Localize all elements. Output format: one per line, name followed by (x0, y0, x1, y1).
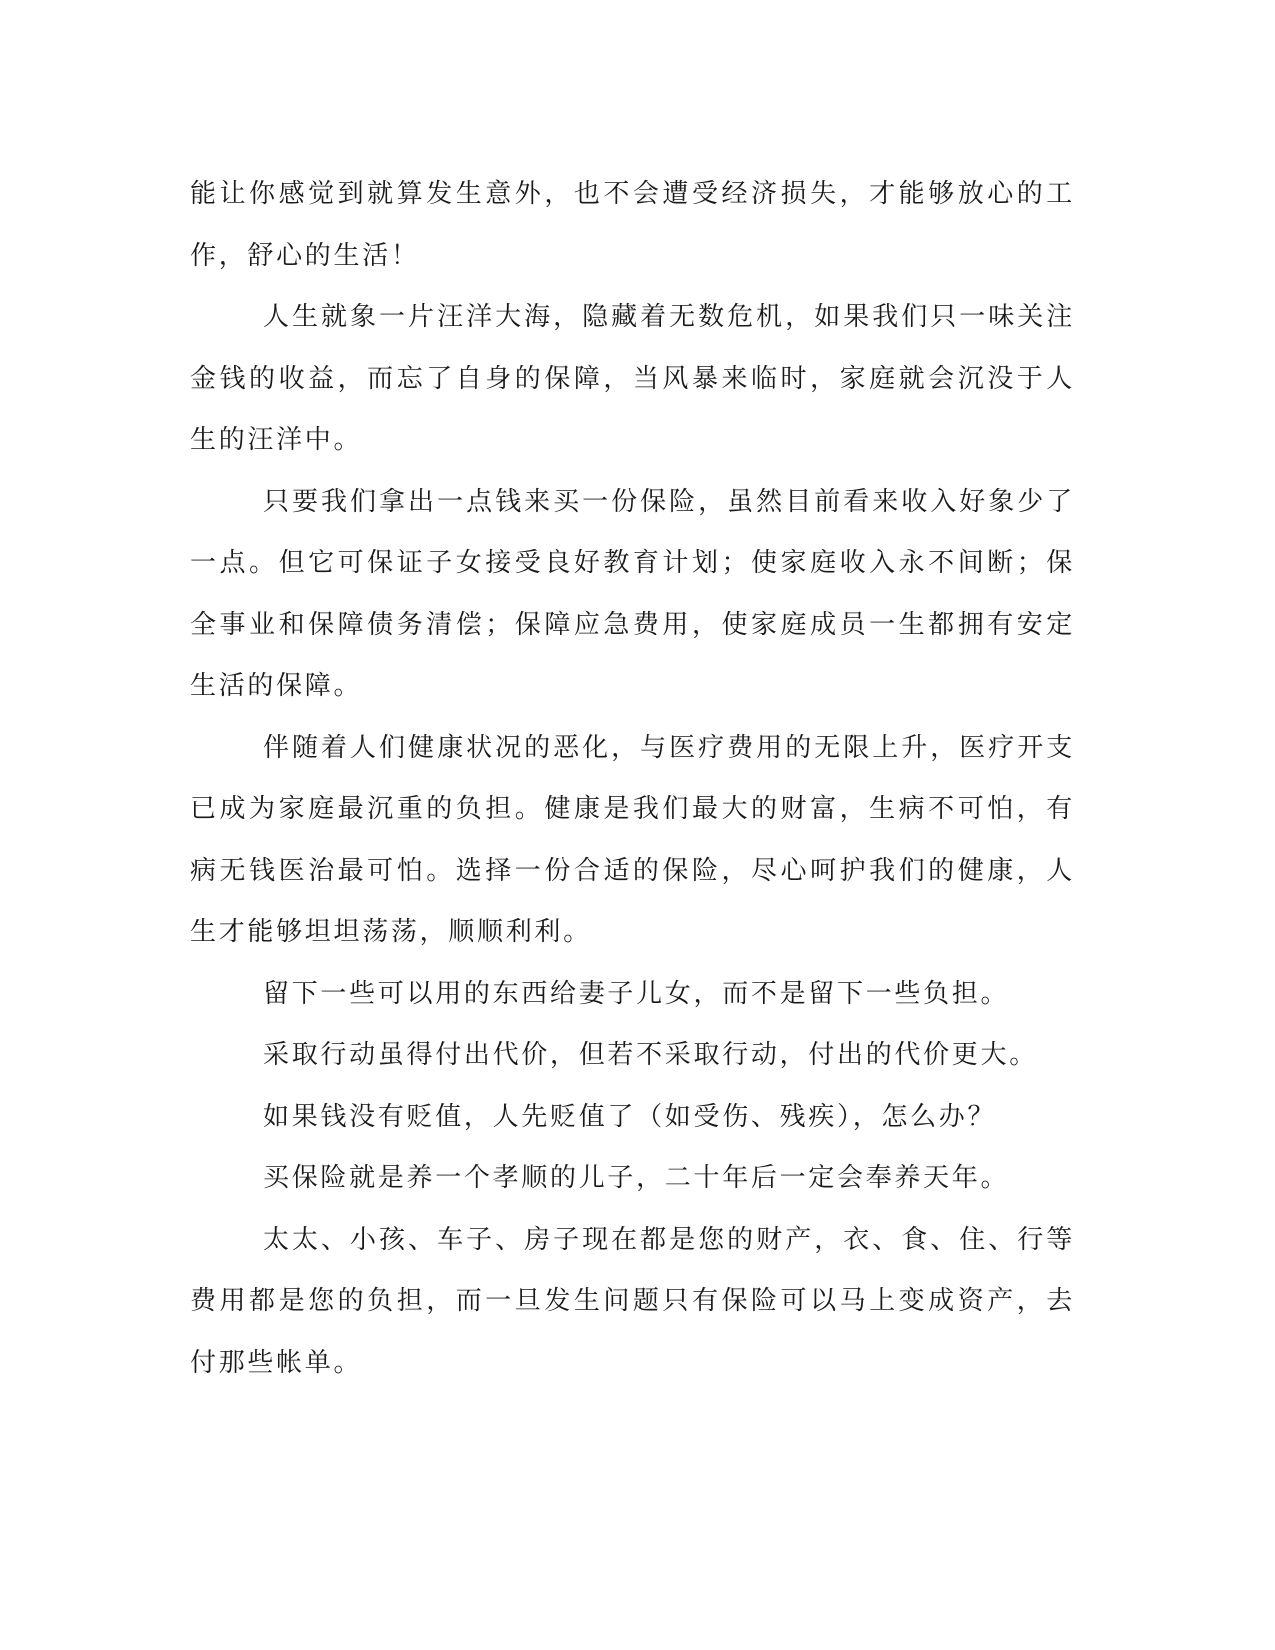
paragraph-assets-burden: 太太、小孩、车子、房子现在都是您的财产，衣、食、住、行等费用都是您的负担，而一旦发生问题只有保险可以马上变成资产，去付那些帐单。 (190, 1224, 1075, 1378)
paragraph-continuation: 能让你感觉到就算发生意外，也不会遭受经济损失，才能够放心的工作，舒心的生活！ (190, 179, 1075, 271)
paragraph-leave-for-family: 留下一些可以用的东西给妻子儿女，而不是留下一些负担。 (263, 978, 1010, 1009)
paragraph-ocean-metaphor: 人生就象一片汪洋大海，隐藏着无数危机，如果我们只一味关注金钱的收益，而忘了自身的保障，当风暴来临时，家庭就会沉没于人生的汪洋中。 (190, 302, 1075, 455)
paragraph-filial-son: 买保险就是养一个孝顺的儿子，二十年后一定会奉养天年。 (263, 1163, 1010, 1193)
document-body (190, 164, 1075, 1394)
paragraph-buy-insurance: 只要我们拿出一点钱来买一份保险，虽然目前看来收入好象少了一点。但它可保证子女接受良好教育计划；使家庭收入永不间断；保全事业和保障债务清偿；保障应急费用，使家庭成员一生都拥有安定生活的保障。 (190, 486, 1075, 701)
paragraph-take-action: 采取行动虽得付出代价，但若不采取行动，付出的代价更大。 (263, 1040, 1038, 1070)
paragraph-devaluation: 如果钱没有贬值，人先贬值了（如受伤、残疾），怎么办？ (263, 1101, 997, 1132)
paragraph-health-costs: 伴随着人们健康状况的恶化，与医疗费用的无限上升，医疗开支已成为家庭最沉重的负担。健康是我们最大的财富，生病不可怕，有病无钱医治最可怕。选择一份合适的保险，尽心呵护我们的健康，人生才能够坦坦荡荡，顺顺利利。 (190, 732, 1075, 947)
